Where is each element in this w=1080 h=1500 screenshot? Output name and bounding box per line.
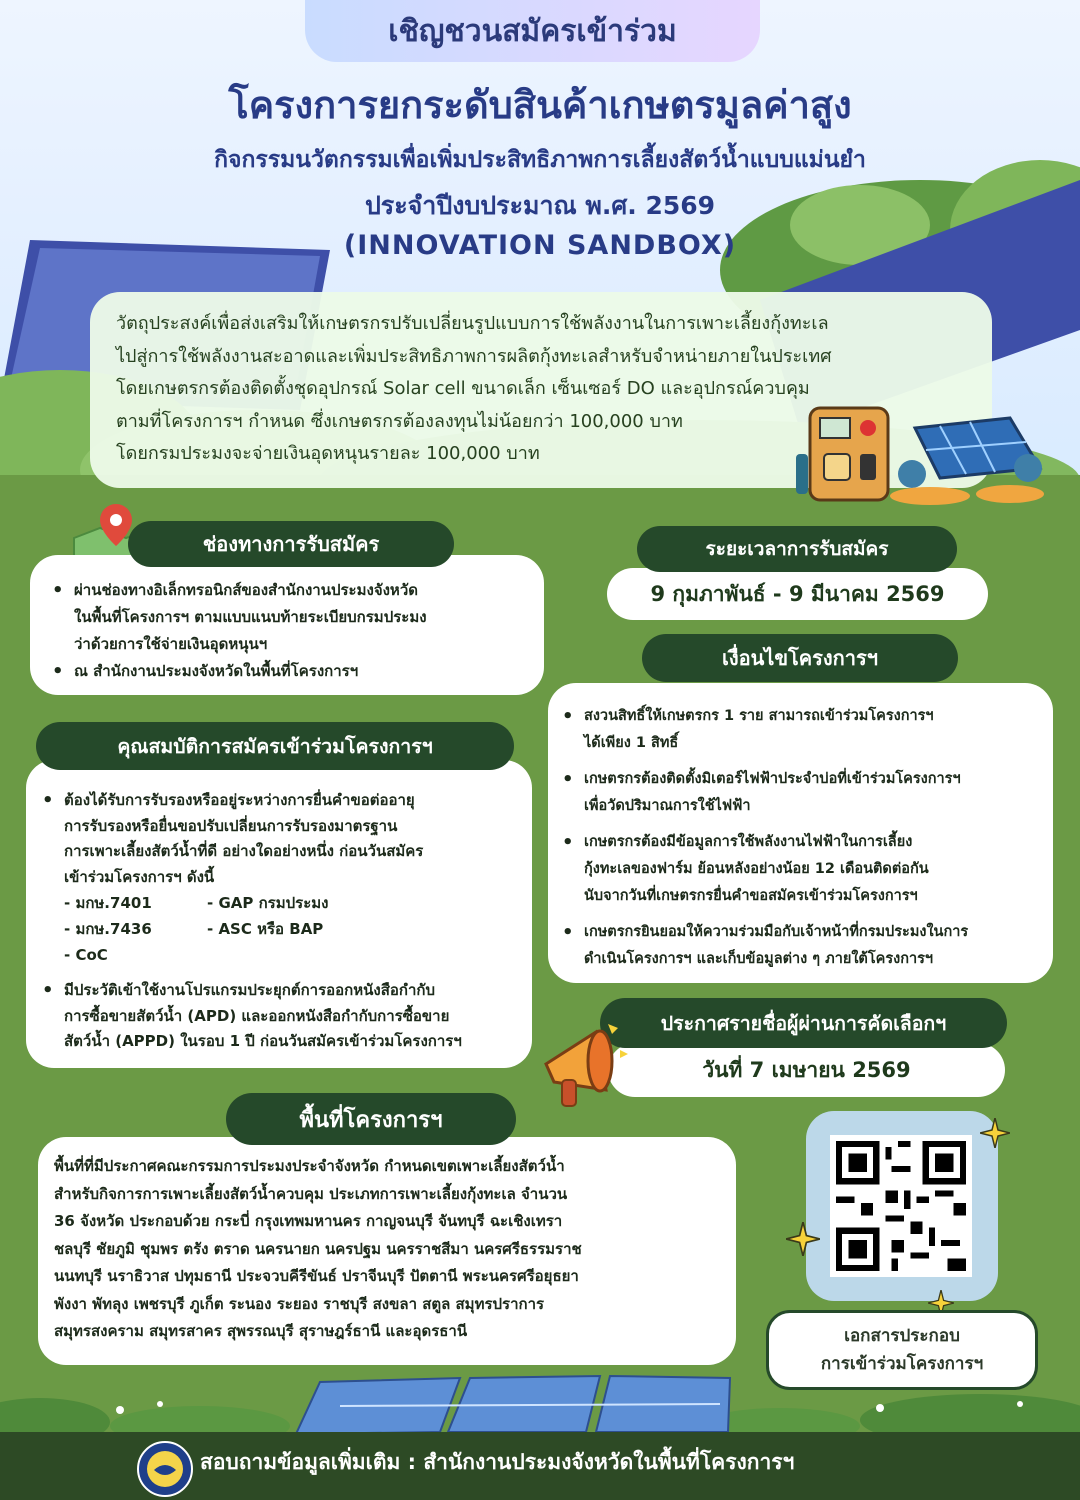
standard-code: - มกษ.7436 bbox=[64, 920, 152, 938]
area-line: สำหรับกิจการการเพาะเลี้ยงสัตว์น้ำควบคุม ประเภทการเพาะเลี้ยงกุ้งทะเล จำนวน bbox=[54, 1184, 568, 1203]
page-title: โครงการยกระดับสินค้าเกษตรมูลค่าสูง bbox=[228, 83, 852, 127]
standard-code: - มกษ.7401 bbox=[64, 894, 152, 912]
area-line: พื้นที่ที่มีประกาศคณะกรรมการประมงประจำจังหวัด กำหนดเขตเพาะเลี้ยงสัตว์น้ำ bbox=[54, 1157, 565, 1175]
objective-line: ตามที่โครงการฯ กำหนด ซึ่งเกษตรกรต้องลงทุนไม่น้อยกว่า 100,000 บาท bbox=[116, 410, 683, 432]
condition-line: ดำเนินโครงการฯ และเก็บข้อมูลต่าง ๆ ภายใต้โครงการฯ bbox=[584, 951, 934, 967]
area-box bbox=[38, 1137, 736, 1365]
qualifications-box bbox=[26, 760, 532, 1068]
qr-code-graphic bbox=[836, 1141, 966, 1271]
standard-code: - ASC หรือ BAP bbox=[207, 920, 324, 938]
contact-info: สอบถามข้อมูลเพิ่มเติม : สำนักงานประมงจังหวัดในพื้นที่โครงการฯ bbox=[200, 1450, 795, 1474]
area-line: นนทบุรี นราธิวาส ปทุมธานี ประจวบคีรีขันธ์ ปราจีนบุรี ปัตตานี พระนครศรีอยุธยา bbox=[54, 1267, 579, 1285]
qr-code[interactable] bbox=[830, 1135, 972, 1277]
condition-line: กุ้งทะเลของฟาร์ม ย้อนหลังอย่างน้อย 12 เดือนติดต่อกัน bbox=[584, 861, 929, 877]
condition-line: ได้เพียง 1 สิทธิ์ bbox=[584, 735, 679, 751]
condition-item bbox=[558, 703, 1043, 757]
documents-label-line1: เอกสารประกอบ bbox=[844, 1326, 960, 1346]
channels-box bbox=[30, 555, 544, 695]
announcement-heading: ประกาศรายชื่อผู้ผ่านการคัดเลือกฯ bbox=[600, 998, 1007, 1048]
channel-item bbox=[48, 577, 528, 658]
condition-line: เพื่อวัดปริมาณการใช้ไฟฟ้า bbox=[584, 798, 751, 814]
solar-equipment-illustration bbox=[790, 398, 1050, 516]
conditions-box bbox=[548, 683, 1053, 983]
department-of-fisheries-logo bbox=[136, 1440, 194, 1498]
area-heading: พื้นที่โครงการฯ bbox=[226, 1093, 516, 1145]
qualification-line: การเพาะเลี้ยงสัตว์น้ำที่ดี อย่างใดอย่างหนึ่ง ก่อนวันสมัคร bbox=[64, 842, 424, 860]
qualification-line: การซื้อขายสัตว์น้ำ (APD) และออกหนังสือกำกับการซื้อขาย bbox=[64, 1006, 450, 1025]
area-line: สมุทรสงคราม สมุทรสาคร สุพรรณบุรี สุราษฎร์ธานี และอุดรธานี bbox=[54, 1322, 468, 1340]
standard-code bbox=[207, 942, 407, 968]
standard-code: - CoC bbox=[64, 946, 108, 964]
qualification-line: • มีประวัติเข้าใช้งานโปรแกรมประยุกต์การออกหนังสือกำกับ bbox=[64, 981, 435, 999]
sandbox-label: (INNOVATION SANDBOX) bbox=[343, 230, 737, 261]
sparkle-icon bbox=[980, 1118, 1010, 1148]
period-value: 9 กุมภาพันธ์ - 9 มีนาคม 2569 bbox=[607, 568, 988, 620]
channel-line: • ณ สำนักงานประมงจังหวัดในพื้นที่โครงการฯ bbox=[74, 662, 359, 680]
condition-item bbox=[558, 829, 1043, 910]
condition-line: • สงวนสิทธิ์ให้เกษตรกร 1 ราย สามารถเข้าร่วมโครงการฯ bbox=[584, 708, 934, 724]
objective-line: ไปสู่การใช้พลังงานสะอาดและเพิ่มประสิทธิภาพการผลิตกุ้งทะเลสำหรับจำหน่ายภายในประเทศ bbox=[116, 345, 832, 367]
period-heading: ระยะเวลาการรับสมัคร bbox=[637, 526, 957, 572]
invite-banner: เชิญชวนสมัครเข้าร่วม bbox=[305, 0, 760, 62]
channel-line: • ผ่านช่องทางอิเล็กทรอนิกส์ของสำนักงานประมงจังหวัด bbox=[74, 581, 418, 599]
condition-line: • เกษตรกรยินยอมให้ความร่วมมือกับเจ้าหน้าที่กรมประมงในการ bbox=[584, 924, 969, 940]
channels-heading: ช่องทางการรับสมัคร bbox=[128, 521, 454, 567]
activity-subtitle: กิจกรรมนวัตกรรมเพื่อเพิ่มประสิทธิภาพการเลี้ยงสัตว์น้ำแบบแม่นยำ bbox=[214, 147, 866, 173]
channel-line: ว่าด้วยการใช้จ่ายเงินอุดหนุนฯ bbox=[74, 635, 268, 653]
announcement-date: วันที่ 7 เมษายน 2569 bbox=[608, 1043, 1005, 1097]
objective-line: วัตถุประสงค์เพื่อส่งเสริมให้เกษตรกรปรับเปลี่ยนรูปแบบการใช้พลังงานในการเพาะเลี้ยงกุ้งทะเล bbox=[116, 313, 829, 334]
megaphone-icon bbox=[536, 1020, 630, 1116]
qualification-line: สัตว์น้ำ (APPD) ในรอบ 1 ปี ก่อนวันสมัครเข้าร่วมโครงการฯ bbox=[64, 1032, 462, 1050]
qualification-line: เข้าร่วมโครงการฯ ดังนี้ bbox=[64, 867, 215, 886]
qualification-line: การรับรองหรือยื่นขอปรับเปลี่ยนการรับรองมาตรฐาน bbox=[64, 816, 398, 835]
standard-code: - GAP กรมประมง bbox=[207, 894, 329, 912]
condition-line: นับจากวันที่เกษตรกรยื่นคำขอสมัครเข้าร่วมโครงการฯ bbox=[584, 888, 918, 904]
channel-item bbox=[48, 658, 528, 685]
qualification-line: • ต้องได้รับการรับรองหรืออยู่ระหว่างการยื่นคำขอต่ออายุ bbox=[64, 791, 415, 809]
objective-line: โดยกรมประมงจะจ่ายเงินอุดหนุนรายละ 100,000 บาท bbox=[116, 443, 540, 464]
conditions-heading: เงื่อนไขโครงการฯ bbox=[642, 634, 958, 682]
sparkle-icon bbox=[786, 1222, 820, 1256]
qualifications-heading: คุณสมบัติการสมัครเข้าร่วมโครงการฯ bbox=[36, 722, 514, 770]
area-line: 36 จังหวัด ประกอบด้วย กระบี่ กรุงเทพมหานคร กาญจนบุรี จันทบุรี ฉะเชิงเทรา bbox=[54, 1212, 563, 1230]
qualification-item bbox=[38, 978, 518, 1055]
condition-line: • เกษตรกรต้องติดตั้งมิเตอร์ไฟฟ้าประจำบ่อที่เข้าร่วมโครงการฯ bbox=[584, 771, 961, 787]
area-line: ชลบุรี ชัยภูมิ ชุมพร ตรัง ตราด นครนายก นครปฐม นครราชสีมา นครศรีธรรมราช bbox=[54, 1239, 582, 1258]
condition-line: • เกษตรกรต้องมีข้อมูลการใช้พลังงานไฟฟ้าในการเลี้ยง bbox=[584, 834, 913, 850]
condition-item bbox=[558, 919, 1043, 973]
channel-line: ในพื้นที่โครงการฯ ตามแบบแนบท้ายระเบียบกรมประมง bbox=[74, 608, 427, 626]
fiscal-year: ประจำปีงบประมาณ พ.ศ. 2569 bbox=[364, 191, 716, 220]
documents-label-line2: การเข้าร่วมโครงการฯ bbox=[820, 1354, 984, 1374]
solar-panels-illustration bbox=[0, 1370, 1080, 1436]
standard-codes bbox=[64, 890, 518, 968]
condition-item bbox=[558, 766, 1043, 820]
qualification-item bbox=[38, 788, 518, 968]
objective-line: โดยเกษตรกรต้องติดตั้งชุดอุปกรณ์ Solar cell ขนาดเล็ก เซ็นเซอร์ DO และอุปกรณ์ควบคุม bbox=[116, 378, 810, 399]
area-line: พังงา พัทลุง เพชรบุรี ภูเก็ต ระนอง ระยอง ราชบุรี สงขลา สตูล สมุทรปราการ bbox=[54, 1294, 545, 1313]
